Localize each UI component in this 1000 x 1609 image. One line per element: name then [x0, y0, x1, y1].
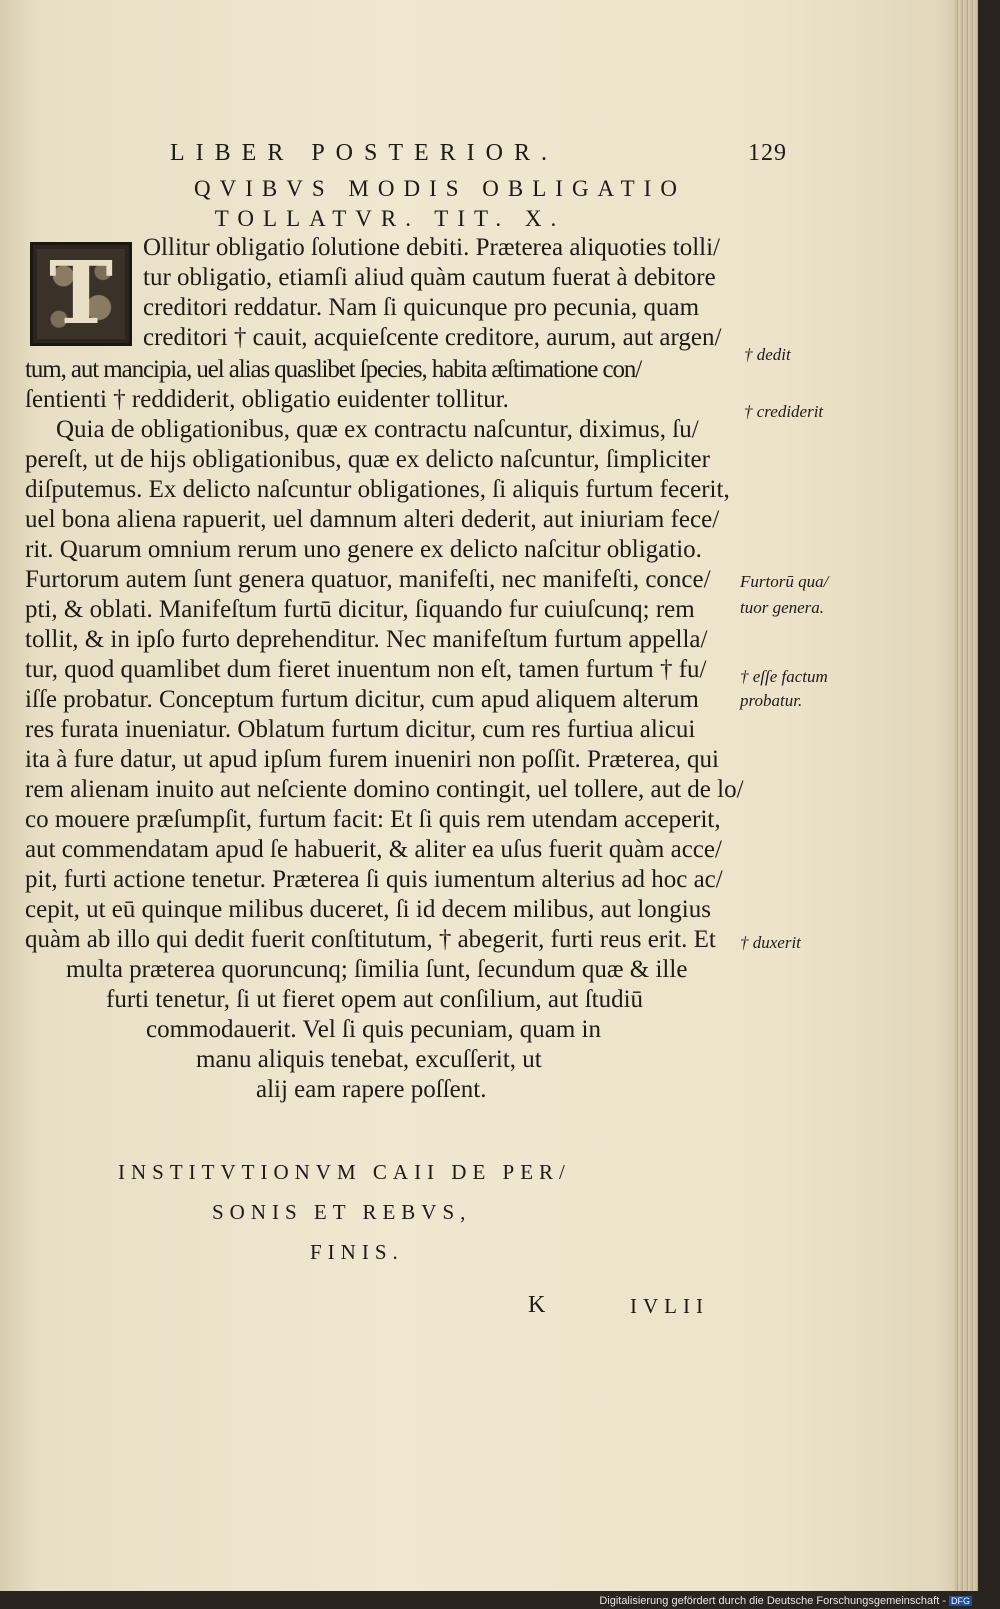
body-line: Quia de obligationibus, quæ ex contractu naſcuntur, diximus, ſu/ — [56, 416, 699, 443]
body-line: rem alienam inuito aut neſciente domino contingit, uel tollere, aut de lo/ — [25, 776, 744, 803]
body-line: tum, aut mancipia, uel alias quaslibet ſpecies, habita æſtimatione con/ — [25, 356, 642, 383]
colophon-line: INSTITVTIONVM CAII DE PER/ — [118, 1160, 571, 1184]
body-line: diſputemus. Ex delicto naſcuntur obligationes, ſi aliquis furtum fecerit, — [25, 476, 730, 503]
body-line: res furata inueniatur. Oblatum furtum dicitur, cum res furtiua alicui — [25, 716, 696, 743]
body-line: tollit, & in ipſo furto deprehenditur. Nec manifeſtum furtum appella/ — [25, 626, 708, 653]
body-line: Ollitur obligatio ſolutione debiti. Præterea aliquoties tolli/ — [143, 234, 721, 261]
dfg-logo: DFG — [951, 1596, 970, 1606]
body-line: cepit, ut eū quinque milibus duceret, ſi id decem milibus, aut longius — [25, 896, 711, 923]
body-line: rit. Quarum omnium rerum uno genere ex delicto naſcitur obligatio. — [25, 536, 702, 563]
margin-note: † duxerit — [740, 933, 801, 952]
body-line: pereſt, ut de hijs obligationibus, quæ ex delicto naſcuntur, ſimpliciter — [25, 446, 710, 473]
body-line: multa præterea quoruncunq; ſimilia ſunt, ſecundum quæ & ille — [66, 956, 688, 983]
body-line: ita à fure datur, ut apud ipſum furem inueniri non poſſit. Præterea, qui — [25, 746, 719, 773]
body-line: pti, & oblati. Manifeſtum furtū dicitur, ſiquando fur cuiuſcunq; rem — [25, 596, 695, 623]
margin-note: † dedit — [744, 345, 791, 364]
chapter-title-line1: QVIBVS MODIS OBLIGATIO — [194, 176, 686, 201]
initial-letter: T — [49, 243, 113, 344]
colophon-line: SONIS ET REBVS, — [212, 1200, 472, 1224]
signature-mark: K — [528, 1292, 552, 1318]
body-line: aut commendatam apud ſe habuerit, & aliter ea uſus fuerit quàm acce/ — [25, 836, 722, 863]
credit-text: Digitalisierung gefördert durch die Deutsche Forschungsgemeinschaft - — [599, 1595, 946, 1607]
body-line: Furtorum autem ſunt genera quatuor, manifeſti, nec manifeſti, conce/ — [25, 566, 711, 593]
body-line: creditori reddatur. Nam ſi quicunque pro pecunia, quam — [143, 294, 700, 321]
chapter-title-line2: TOLLATVR. TIT. X. — [214, 206, 566, 231]
running-head: LIBER POSTERIOR. — [170, 140, 559, 166]
margin-note: † crediderit — [744, 402, 824, 421]
body-line: pit, furti actione tenetur. Præterea ſi quis iumentum alterius ad hoc ac/ — [25, 866, 723, 893]
body-line: tur obligatio, etiamſi aliud quàm cautum fuerat à debitore — [143, 264, 716, 291]
body-line: furti tenetur, ſi ut fieret opem aut conſilium, aut ſtudiū — [106, 986, 644, 1013]
body-line: ſentienti † reddiderit, obligatio euidenter tollitur. — [25, 386, 509, 413]
body-line: co mouere præſumpſit, furtum facit: Et ſi quis rem utendam acceperit, — [25, 806, 721, 833]
digitization-credit — [599, 1595, 972, 1607]
catchword: IVLII — [630, 1294, 709, 1318]
margin-note: probatur. — [740, 691, 803, 710]
body-line: tur, quod quamlibet dum fieret inuentum non eſt, tamen furtum † fu/ — [25, 656, 707, 683]
margin-note: Furtorū qua/ — [740, 572, 829, 591]
page-number: 129 — [748, 140, 787, 166]
page-edge — [955, 0, 978, 1591]
margin-note: tuor genera. — [740, 598, 825, 617]
body-line: creditori † cauit, acquieſcente creditore, aurum, aut argen/ — [143, 324, 722, 351]
body-line: quàm ab illo qui dedit fuerit conſtitutum, † abegerit, furti reus erit. Et — [25, 926, 716, 953]
body-line: commodauerit. Vel ſi quis pecuniam, quam in — [146, 1016, 602, 1043]
body-line: iſſe probatur. Conceptum furtum dicitur, cum apud aliquem alterum — [25, 686, 699, 713]
margin-note: † eſſe factum — [740, 667, 828, 686]
body-line: manu aliquis tenebat, excuſſerit, ut — [196, 1046, 542, 1073]
body-line: alij eam rapere poſſent. — [256, 1076, 487, 1103]
decorated-initial — [30, 242, 132, 346]
colophon-line: FINIS. — [310, 1240, 404, 1264]
body-line: uel bona aliena rapuerit, uel damnum alteri dederit, aut iniuriam fece/ — [25, 506, 720, 533]
